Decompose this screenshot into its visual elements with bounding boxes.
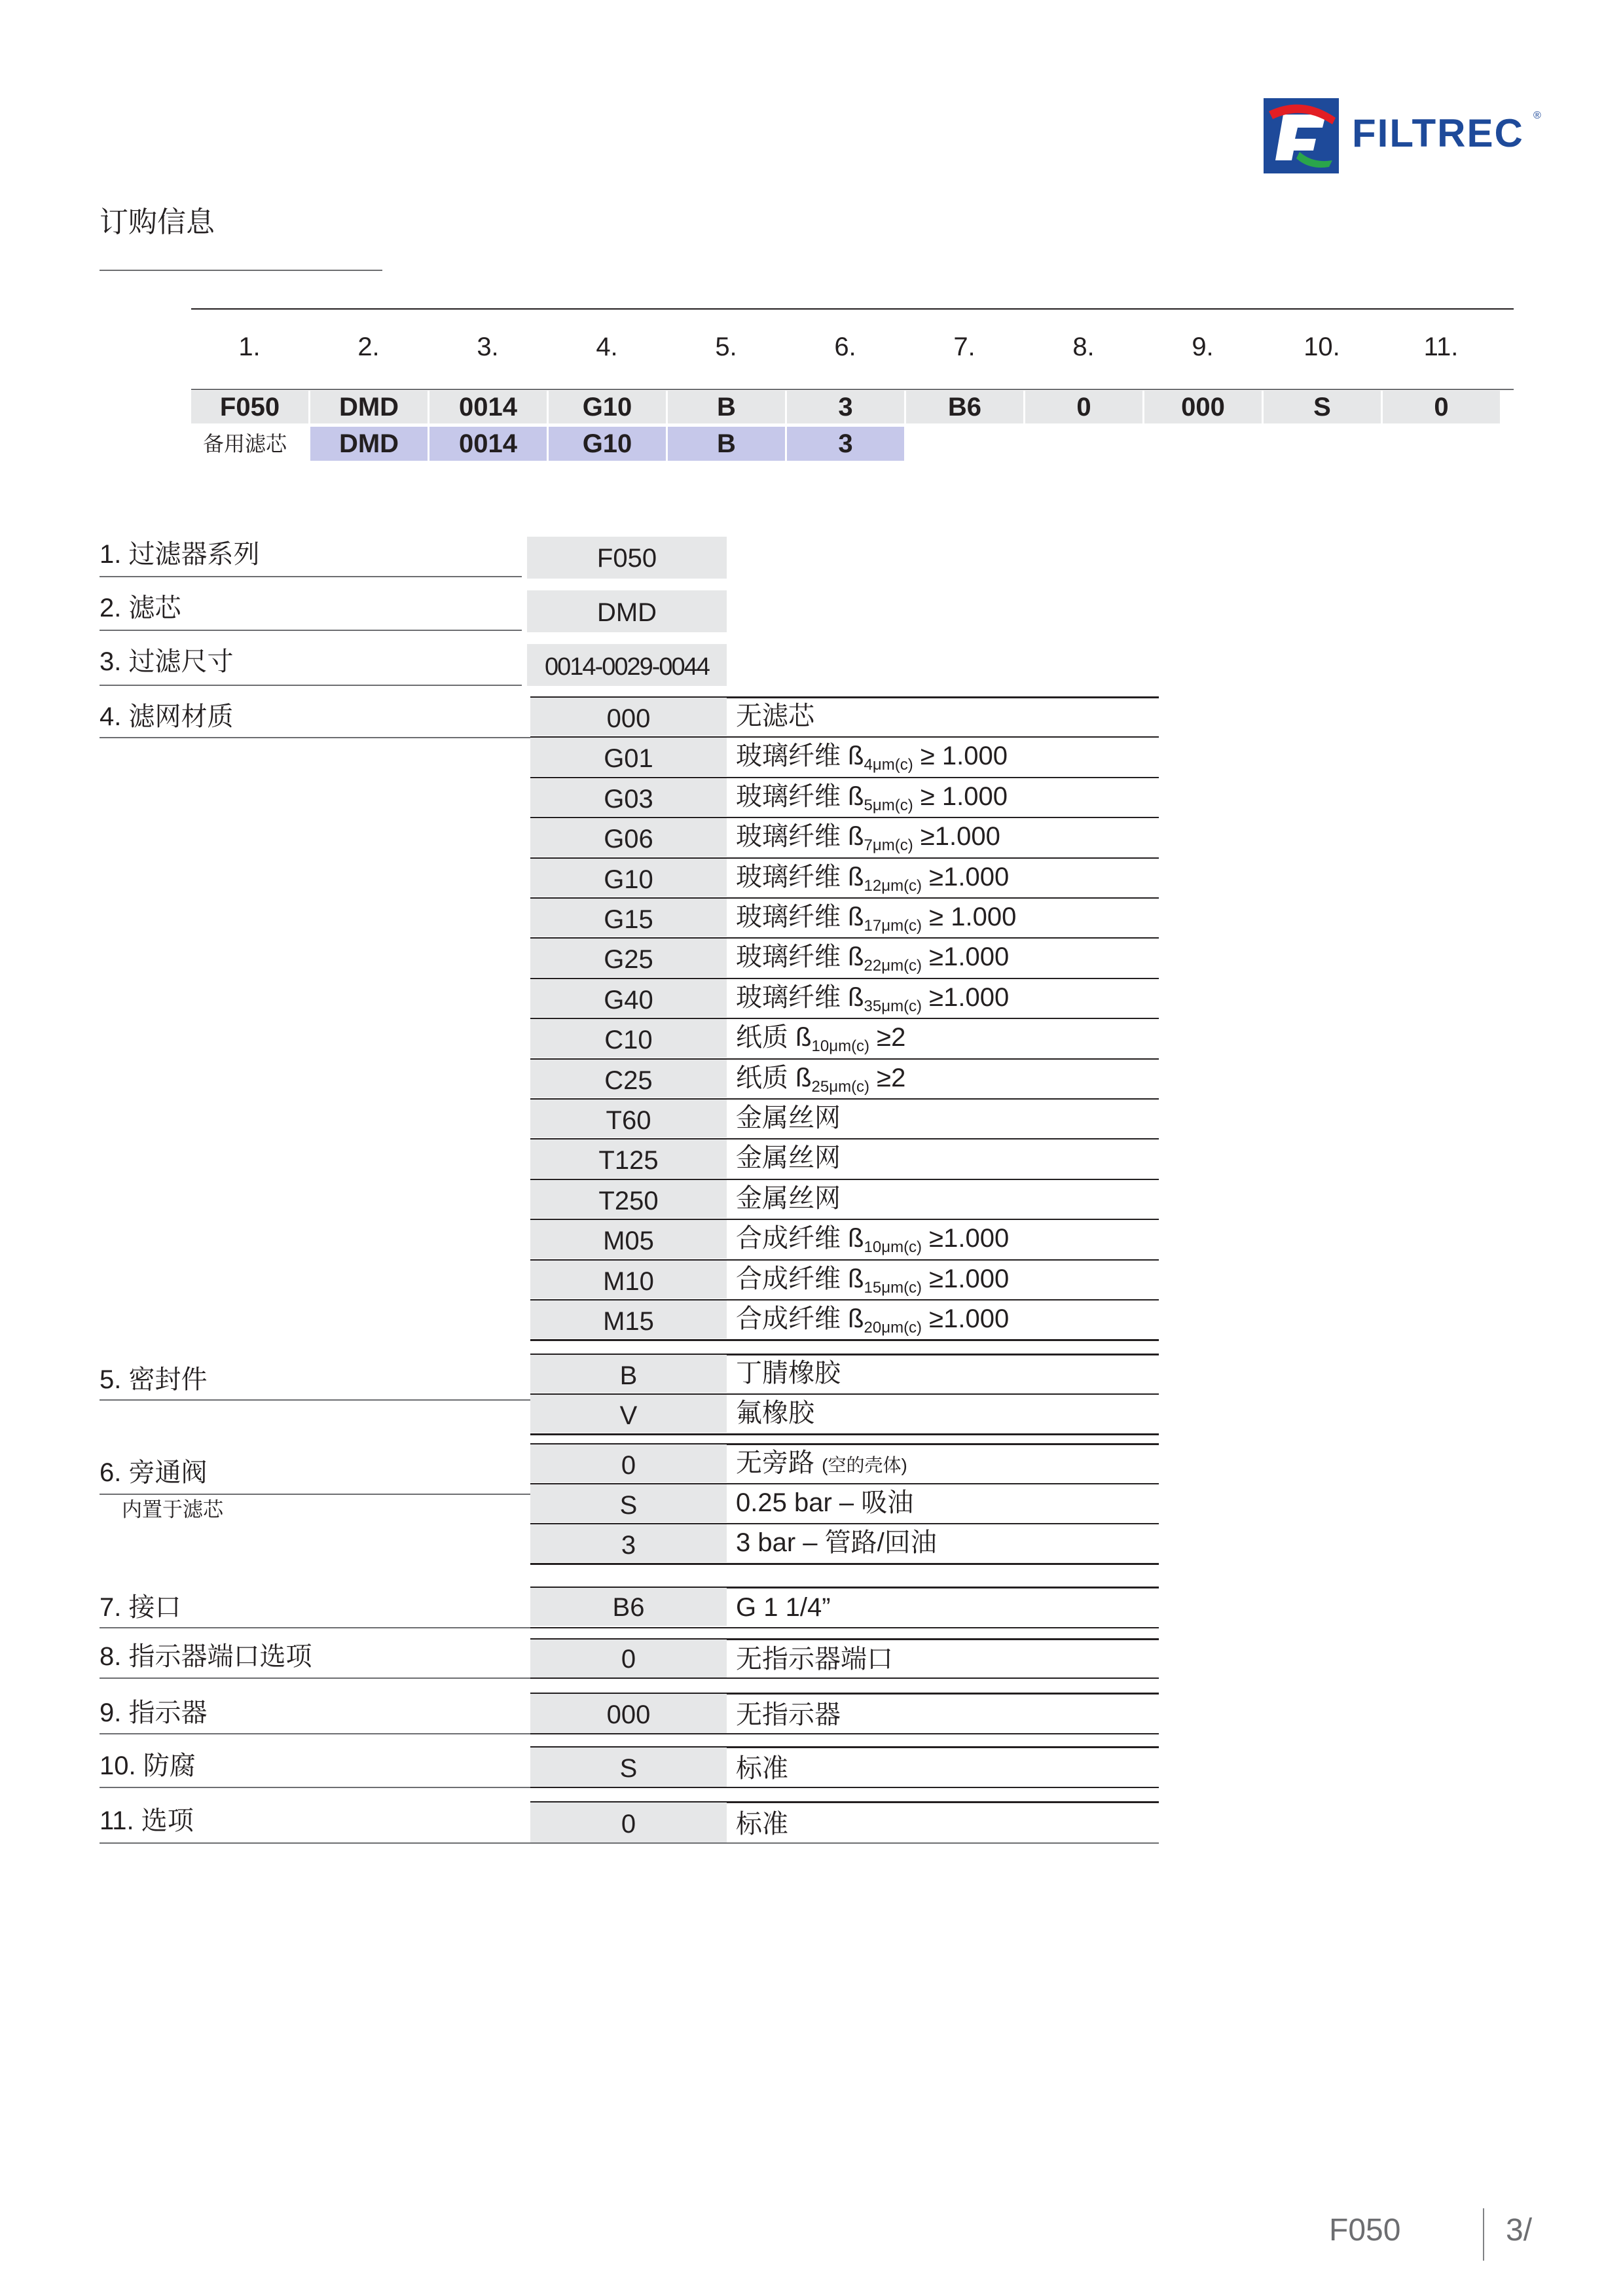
code-position: 8. (1072, 332, 1095, 361)
option-desc-text: 无旁路 (736, 1448, 814, 1477)
option-desc-rating: ≥1.000 (922, 1224, 1010, 1253)
option-desc-rating: ≥1.000 (922, 982, 1010, 1012)
bypass-sublabel: 内置于滤芯 (122, 1498, 223, 1521)
option-code: V (530, 1395, 727, 1433)
option-desc-sub: 25μm(c) (811, 1077, 870, 1096)
indicator-bottom-rule (530, 1733, 1159, 1734)
option-code: C10 (530, 1019, 727, 1057)
option-desc-sub: 12μm(c) (864, 876, 922, 895)
connection-desc: G 1 1/4” (736, 1593, 831, 1622)
option-desc-rating: ≥1.000 (922, 862, 1010, 891)
option-desc (736, 1261, 1009, 1298)
size-value: 0014-0029-0044 (527, 644, 727, 686)
option-desc (736, 1395, 814, 1432)
code-position: 3. (477, 332, 499, 361)
option-desc-sub: 10μm(c) (811, 1037, 870, 1056)
option-code: T125 (530, 1139, 727, 1177)
footer-page-number: 3/ (1506, 2213, 1533, 2248)
option-desc-sub: 22μm(c) (864, 957, 922, 975)
footer-separator (1483, 2208, 1484, 2261)
example-code-cell: 000 (1144, 391, 1262, 423)
example-code-cell: 3 (787, 391, 904, 423)
option-desc-text: 合成纤维 ß (736, 1304, 864, 1333)
option-code: G01 (530, 738, 727, 776)
option-desc-text: 玻璃纤维 ß (736, 862, 864, 891)
option-desc (736, 778, 1008, 816)
option-table-bottom-rule (530, 1563, 1159, 1565)
connection-code: B6 (530, 1588, 727, 1626)
title-divider (100, 270, 382, 271)
section-label-seals: 5. 密封件 (100, 1365, 208, 1394)
code-position: 10. (1304, 332, 1340, 361)
option-code: T60 (530, 1100, 727, 1138)
option-table-bottom-rule (530, 1339, 1159, 1341)
option-code: M05 (530, 1220, 727, 1258)
example-code-cell: DMD (310, 391, 428, 423)
example-code-cell: 0 (1025, 391, 1142, 423)
option-code: M10 (530, 1261, 727, 1299)
option-code: G15 (530, 899, 727, 937)
section-label-indicator: 9. 指示器 (100, 1698, 208, 1727)
option-desc-text: 3 bar – 管路/回油 (736, 1528, 937, 1557)
option-code: 0 (530, 1444, 727, 1482)
option-desc (736, 1180, 841, 1217)
option-desc (736, 939, 1009, 976)
code-position: 2. (357, 332, 380, 361)
spare-code-cell: 0014 (429, 427, 547, 461)
option-desc-text: 玻璃纤维 ß (736, 822, 864, 852)
option-desc-rating: ≥ 1.000 (922, 903, 1017, 931)
section-rule (100, 1494, 532, 1495)
section-label-connection: 7. 接口 (100, 1593, 181, 1622)
option-desc (736, 1524, 937, 1562)
option-desc (736, 1484, 913, 1522)
spare-code-cell: DMD (310, 427, 428, 461)
section-label-options: 11. 选项 (100, 1806, 194, 1835)
code-position: 5. (715, 332, 737, 361)
section-label-size: 3. 过滤尺寸 (100, 647, 234, 676)
option-desc-text: 玻璃纤维 ß (736, 903, 864, 931)
option-code: S (530, 1484, 727, 1522)
example-code-cell: G10 (549, 391, 666, 423)
section-rule (100, 1733, 532, 1734)
option-code: G06 (530, 818, 727, 856)
option-desc-rating: ≥ 1.000 (913, 742, 1008, 771)
option-desc (736, 738, 1008, 775)
option-desc-rating: ≥1.000 (922, 1264, 1010, 1293)
option-desc (736, 1019, 905, 1056)
option-desc-rating: ≥2 (869, 1063, 906, 1092)
option-desc-sub: 5μm(c) (864, 796, 913, 814)
section-label-series: 1. 过滤器系列 (100, 540, 260, 569)
section-rule (100, 1677, 532, 1679)
option-desc-rating: ≥ 1.000 (913, 781, 1008, 811)
indicator-port-code: 0 (530, 1640, 727, 1677)
option-desc-rating: ≥1.000 (913, 822, 1000, 852)
option-desc (736, 1139, 841, 1177)
section-rule (100, 685, 522, 686)
section-rule (100, 630, 522, 631)
section-rule (100, 1842, 1159, 1844)
option-desc-text: 金属丝网 (736, 1103, 841, 1132)
section-label-bypass: 6. 旁通阀 (100, 1458, 208, 1487)
options-code: 0 (530, 1803, 727, 1842)
option-code: G40 (530, 979, 727, 1017)
section-rule (100, 576, 522, 577)
option-desc (736, 1220, 1009, 1257)
section-rule (100, 1627, 532, 1628)
spare-element-label: 备用滤芯 (203, 432, 287, 456)
option-desc-text: 玻璃纤维 ß (736, 982, 864, 1012)
example-code-cell: S (1264, 391, 1381, 423)
section-label-element: 2. 滤芯 (100, 594, 181, 622)
option-code: T250 (530, 1180, 727, 1218)
code-table-top-rule (191, 308, 1514, 310)
corrosion-desc: 标准 (736, 1754, 788, 1783)
option-desc-text: 0.25 bar – 吸油 (736, 1488, 914, 1517)
section-label-media: 4. 滤网材质 (100, 702, 234, 731)
example-code-cell: 0014 (429, 391, 547, 423)
indicator-port-desc: 无指示器端口 (736, 1645, 893, 1674)
option-code: 3 (530, 1524, 727, 1562)
section-label-indicator-port: 8. 指示器端口选项 (100, 1642, 312, 1671)
option-code: G10 (530, 859, 727, 897)
option-desc-rating: ≥1.000 (922, 1304, 1010, 1333)
option-table-bottom-rule (530, 1433, 1159, 1435)
code-table-header-rule (191, 389, 1514, 390)
option-desc-text: 合成纤维 ß (736, 1224, 864, 1253)
example-code-cell: F050 (191, 391, 308, 423)
code-position: 9. (1192, 332, 1214, 361)
option-desc-rating: ≥2 (869, 1023, 906, 1052)
corrosion-code: S (530, 1748, 727, 1787)
example-code-cell: B6 (906, 391, 1023, 423)
section-rule (100, 1399, 532, 1401)
option-desc (736, 979, 1009, 1016)
code-position: 11. (1423, 332, 1459, 361)
option-code: B (530, 1355, 727, 1393)
option-desc-sub: 35μm(c) (864, 997, 922, 1015)
code-position: 6. (834, 332, 856, 361)
filtrec-logo (1264, 98, 1545, 173)
option-desc-sub: 15μm(c) (864, 1278, 922, 1297)
spare-code-cell: B (668, 427, 785, 461)
option-desc-text: 氟橡胶 (736, 1399, 814, 1427)
registered-mark: ® (1533, 110, 1541, 121)
section-rule (100, 737, 532, 738)
option-code: G25 (530, 939, 727, 977)
section-label-corrosion: 10. 防腐 (100, 1751, 196, 1780)
options-desc: 标准 (736, 1810, 788, 1839)
code-position: 4. (596, 332, 618, 361)
code-position: 7. (953, 332, 976, 361)
indicator-port-bottom-rule (530, 1677, 1159, 1679)
spare-code-cell: G10 (549, 427, 666, 461)
option-code: C25 (530, 1060, 727, 1098)
option-desc-text: 纸质 ß (736, 1023, 812, 1052)
filtrec-logo-mark-icon (1264, 98, 1339, 173)
option-desc-text: 玻璃纤维 ß (736, 742, 864, 771)
indicator-code: 000 (530, 1694, 727, 1733)
code-position: 1. (238, 332, 261, 361)
indicator-desc: 无指示器 (736, 1700, 841, 1729)
option-desc-text: 玻璃纤维 ß (736, 781, 864, 811)
option-desc (736, 859, 1009, 896)
brand-name: FILTREC (1352, 111, 1524, 155)
example-code-cell: B (668, 391, 785, 423)
option-desc-text: 合成纤维 ß (736, 1264, 864, 1293)
option-desc-sub: 10μm(c) (864, 1238, 922, 1257)
option-code: M15 (530, 1300, 727, 1338)
option-desc-sub: 7μm(c) (864, 836, 913, 855)
option-desc-text: 纸质 ß (736, 1063, 812, 1092)
element-value: DMD (527, 590, 727, 632)
option-desc (736, 818, 1000, 855)
example-code-cell: 0 (1383, 391, 1500, 423)
option-desc-text: 金属丝网 (736, 1183, 841, 1213)
footer-model: F050 (1329, 2213, 1401, 2248)
option-desc-text: 玻璃纤维 ß (736, 942, 864, 972)
corrosion-bottom-rule (530, 1787, 1159, 1788)
series-value: F050 (527, 537, 727, 579)
section-rule (100, 1787, 532, 1788)
option-desc (736, 1100, 841, 1137)
option-code: 000 (530, 698, 727, 736)
option-desc-sub: 17μm(c) (864, 917, 922, 935)
option-desc (736, 1355, 841, 1392)
option-desc (736, 1300, 1009, 1338)
page-title: 订购信息 (100, 206, 215, 238)
spare-code-cell: 3 (787, 427, 904, 461)
option-desc-rating: ≥1.000 (922, 942, 1010, 972)
option-desc-text: 金属丝网 (736, 1143, 841, 1173)
option-desc (736, 899, 1016, 936)
option-desc-text: 无滤芯 (736, 702, 814, 730)
option-desc (736, 1060, 905, 1097)
option-desc-note: (空的壳体) (822, 1455, 907, 1475)
option-desc-sub: 4μm(c) (864, 756, 913, 774)
option-desc (736, 1444, 907, 1484)
connection-bottom-rule (530, 1627, 1159, 1628)
option-desc-sub: 20μm(c) (864, 1319, 922, 1336)
option-desc-text: 丁腈橡胶 (736, 1359, 841, 1388)
option-desc (736, 698, 814, 735)
option-code: G03 (530, 778, 727, 816)
